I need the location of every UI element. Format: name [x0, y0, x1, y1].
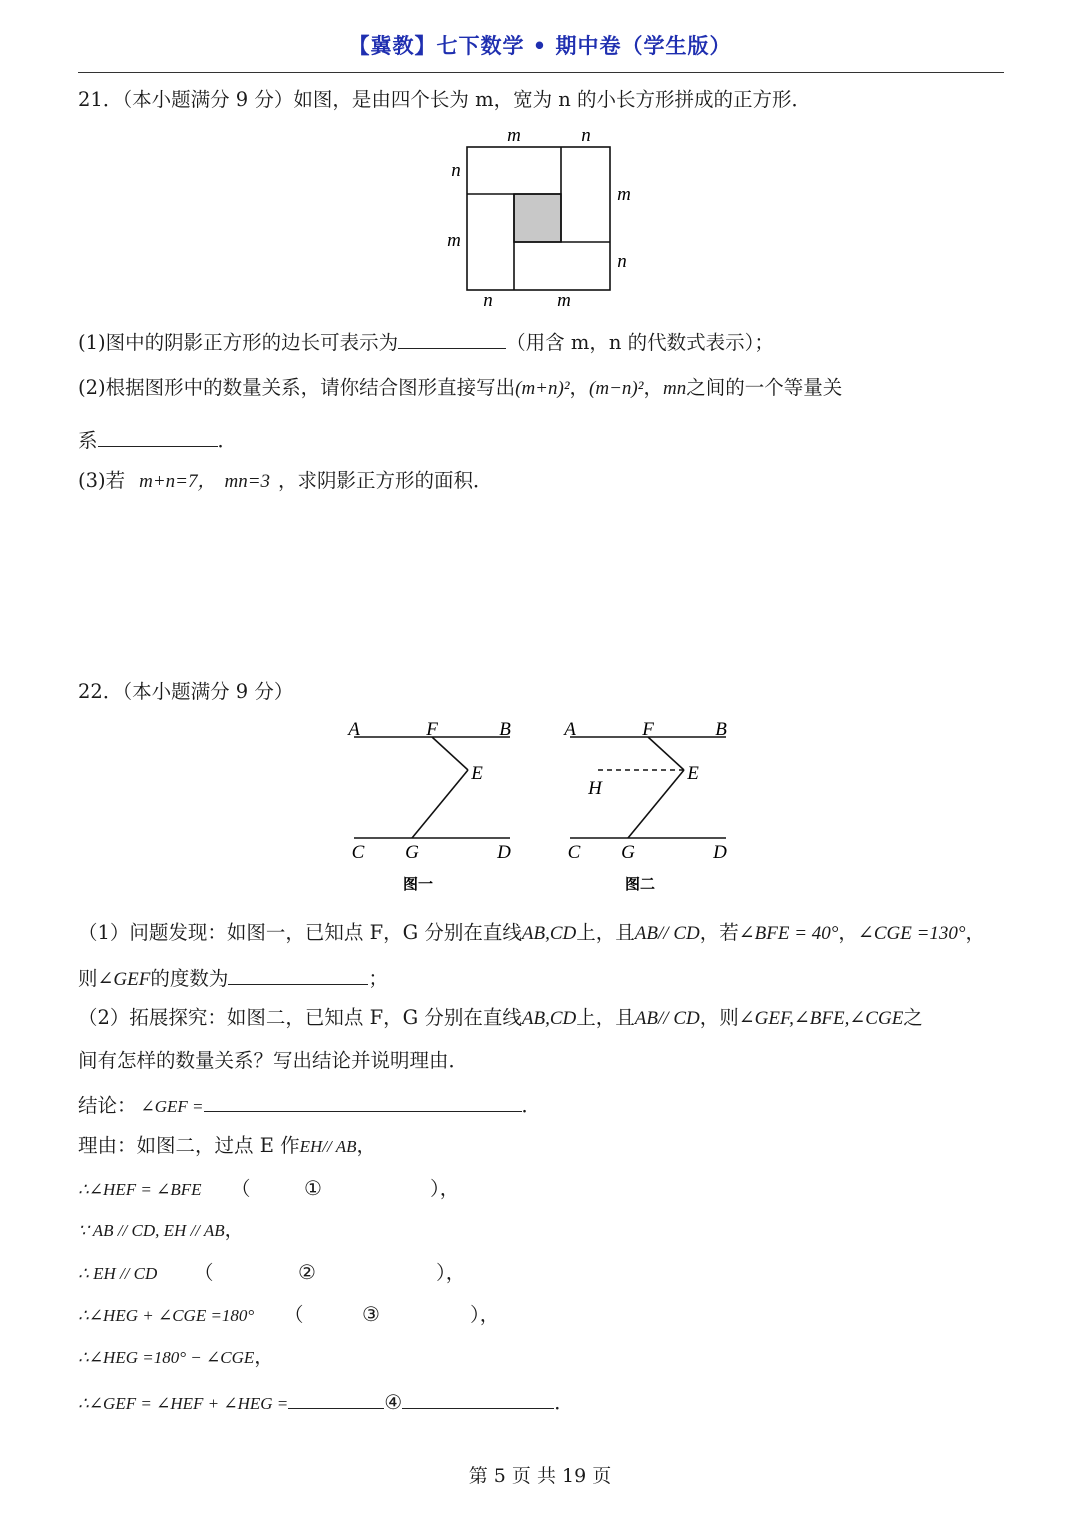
q22-step4-circled-number: ③	[362, 1302, 380, 1326]
q21-part1-text: (1)图中的阴影正方形的边长可表示为	[78, 331, 399, 354]
header-divider	[78, 72, 1004, 73]
q21-intro-text: （本小题满分 9 分）如图，是由四个长为 m，宽为 n 的小长方形拼成的正方形．	[122, 88, 812, 111]
q22-step2-end: ，	[224, 1218, 245, 1241]
q22-p2-text-d: 之	[903, 1006, 923, 1029]
q21-part1-blank[interactable]	[398, 330, 506, 349]
q22-p1-line2-end: ；	[368, 967, 388, 990]
q22-p1-answer-blank[interactable]	[228, 966, 368, 985]
label-bottom-m: m	[557, 290, 571, 311]
q22-figure-2	[556, 712, 746, 897]
q22-p1-text-c: ，若	[699, 921, 739, 944]
q21-part2-expr2: (m−n)²	[589, 378, 644, 399]
q22-step4	[78, 1305, 254, 1325]
q21-part3-expr2: mn=3	[224, 471, 271, 492]
q22-figure-1	[340, 712, 530, 897]
q21-part2-end: ．	[217, 429, 238, 452]
fig1-caption: 图一	[402, 875, 434, 893]
label-right-m: m	[617, 184, 631, 205]
q22-intro: 22．（本小题满分 9 分）	[78, 680, 294, 703]
q22-conclusion-blank[interactable]	[204, 1093, 522, 1112]
q22-step5	[78, 1347, 274, 1367]
q21-part2-text-b: 之间的一个等量关	[686, 376, 843, 399]
fig2-caption: 图二	[624, 875, 656, 893]
q22-part1	[78, 923, 985, 943]
q22-p1-math4: ∠CGE =130°	[857, 923, 966, 944]
q22-p1-line2-text: 则	[78, 967, 98, 990]
page-footer: 第 5 页 共 19 页	[468, 1465, 612, 1487]
q21-part2-expr3: mn	[662, 378, 687, 399]
q22-step4-open: （	[284, 1303, 304, 1326]
q22-step3-close: ），	[436, 1261, 466, 1284]
q22-p2-math1: AB,CD	[521, 1008, 577, 1029]
q22-p2-math3: ∠GEF,∠BFE,∠CGE	[738, 1008, 904, 1029]
q22-step6-blank-b[interactable]	[402, 1390, 554, 1409]
q22-p1-line2-text-b: 的度数为	[150, 967, 229, 990]
fig2-label-F: F	[642, 719, 654, 740]
fig1-label-F: F	[426, 719, 438, 740]
q22-step3	[78, 1263, 157, 1283]
fig2-label-H: H	[588, 778, 602, 799]
q22-conclusion-end: ．	[521, 1094, 542, 1117]
label-left-m: m	[447, 230, 461, 251]
q21-part2-line2-text: 系	[78, 429, 98, 452]
q21-part2-line2	[78, 428, 237, 451]
fig2-label-B: B	[715, 719, 727, 740]
q22-step6	[78, 1390, 574, 1413]
q21-intro	[78, 90, 811, 110]
q21-part2-comma1: ，	[569, 376, 590, 399]
q22-step1-close: ），	[430, 1177, 460, 1200]
q22-step6-math: ∴∠GEF = ∠HEF + ∠HEG =	[78, 1394, 289, 1413]
q22-step6-blank-a[interactable]	[288, 1390, 384, 1409]
q22-p1-math2: AB// CD	[634, 923, 700, 944]
q22-conclusion-label: 结论：	[78, 1094, 137, 1117]
fig1-label-E: E	[471, 763, 483, 784]
q21-part2-blank[interactable]	[98, 428, 218, 447]
q22-part2	[78, 1008, 923, 1028]
q22-step4-close: ），	[470, 1303, 500, 1326]
shaded-square	[514, 194, 561, 242]
q21-part2	[78, 378, 842, 398]
label-left-n: n	[451, 160, 461, 181]
fig2-label-A: A	[564, 719, 576, 740]
q22-p2-text: （2）拓展探究：如图二，已知点 F，G 分别在直线	[78, 1006, 522, 1029]
q22-conclusion-math: ∠GEF =	[140, 1097, 204, 1116]
q22-p1-text: （1）问题发现：如图一，已知点 F，G 分别在直线	[78, 921, 522, 944]
q22-reason	[78, 1136, 376, 1156]
q22-step4-math: ∴∠HEG + ∠CGE =180°	[78, 1306, 255, 1325]
q21-part1-tail: （用含 m，n 的代数式表示）；	[506, 331, 774, 354]
q22-step6-circled-number: ④	[384, 1390, 403, 1414]
q22-p1-line2-math: ∠GEF	[97, 969, 151, 990]
fig2-label-C: C	[567, 842, 581, 863]
q22-step1-circled-number: ①	[304, 1176, 322, 1200]
fig2-label-E: E	[687, 763, 699, 784]
header-title: 【冀教】七下数学 • 期中卷（学生版）	[348, 34, 732, 58]
fig2-label-D: D	[713, 842, 727, 863]
label-right-n: n	[617, 251, 627, 272]
q22-p1-text-d: ，	[838, 921, 858, 944]
label-top-n: n	[581, 125, 591, 146]
q22-part1-line2	[78, 966, 388, 989]
q22-p1-math3: ∠BFE = 40°	[738, 923, 839, 944]
q21-part3-text: (3)若	[78, 469, 126, 492]
q21-part2-text: (2)根据图形中的数量关系，请你结合图形直接写出	[78, 376, 516, 399]
q22-step3-circled-number: ②	[298, 1260, 316, 1284]
fig1-label-A: A	[348, 719, 360, 740]
q22-step5-math: ∴∠HEG =180° − ∠CGE	[78, 1348, 255, 1367]
q22-step2-math: ∵ AB // CD, EH // AB	[78, 1221, 225, 1240]
q22-step6-end: ．	[554, 1391, 574, 1414]
q22-conclusion	[78, 1093, 541, 1116]
q22-p1-text-e: ，	[965, 921, 986, 944]
q22-step3-open: （	[194, 1261, 214, 1284]
q22-reason-math: EH// AB	[299, 1137, 357, 1156]
fig1-label-C: C	[351, 842, 365, 863]
q21-part1	[78, 330, 774, 353]
q21-number: 21．	[78, 88, 123, 111]
label-bottom-n: n	[483, 290, 493, 311]
q22-part2-line2: 间有怎样的数量关系？写出结论并说明理由．	[78, 1049, 469, 1072]
q22-step1-open: （	[231, 1177, 251, 1200]
q21-part3-expr1: m+n=7，	[139, 471, 217, 492]
q21-part3-tail: ，求阴影正方形的面积．	[278, 469, 493, 492]
q22-step3-math: ∴ EH // CD	[78, 1264, 158, 1283]
q22-reason-text: 理由：如图二，过点 E 作	[78, 1134, 300, 1157]
q21-part2-comma2: ，	[643, 376, 663, 399]
fig1-label-D: D	[497, 842, 511, 863]
q21-part2-expr1: (m+n)²	[515, 378, 570, 399]
q22-p1-text-b: 上，且	[576, 921, 635, 944]
q22-p1-math1: AB,CD	[521, 923, 577, 944]
fig1-label-G: G	[405, 842, 419, 863]
fig2-label-G: G	[621, 842, 635, 863]
q22-step5-end: ，	[254, 1345, 274, 1368]
q22-p2-math2: AB// CD	[634, 1008, 700, 1029]
q22-reason-end: ，	[356, 1134, 376, 1157]
q21-square-figure	[440, 120, 650, 315]
q22-step1-math: ∴∠HEF = ∠BFE	[78, 1180, 202, 1199]
q22-p2-text-c: ，则	[699, 1006, 739, 1029]
q22-p2-text-b: 上，且	[576, 1006, 635, 1029]
fig1-label-B: B	[499, 719, 511, 740]
label-top-m: m	[507, 125, 521, 146]
q21-part3	[78, 471, 493, 491]
q22-step1	[78, 1179, 201, 1199]
q22-step2	[78, 1220, 244, 1240]
